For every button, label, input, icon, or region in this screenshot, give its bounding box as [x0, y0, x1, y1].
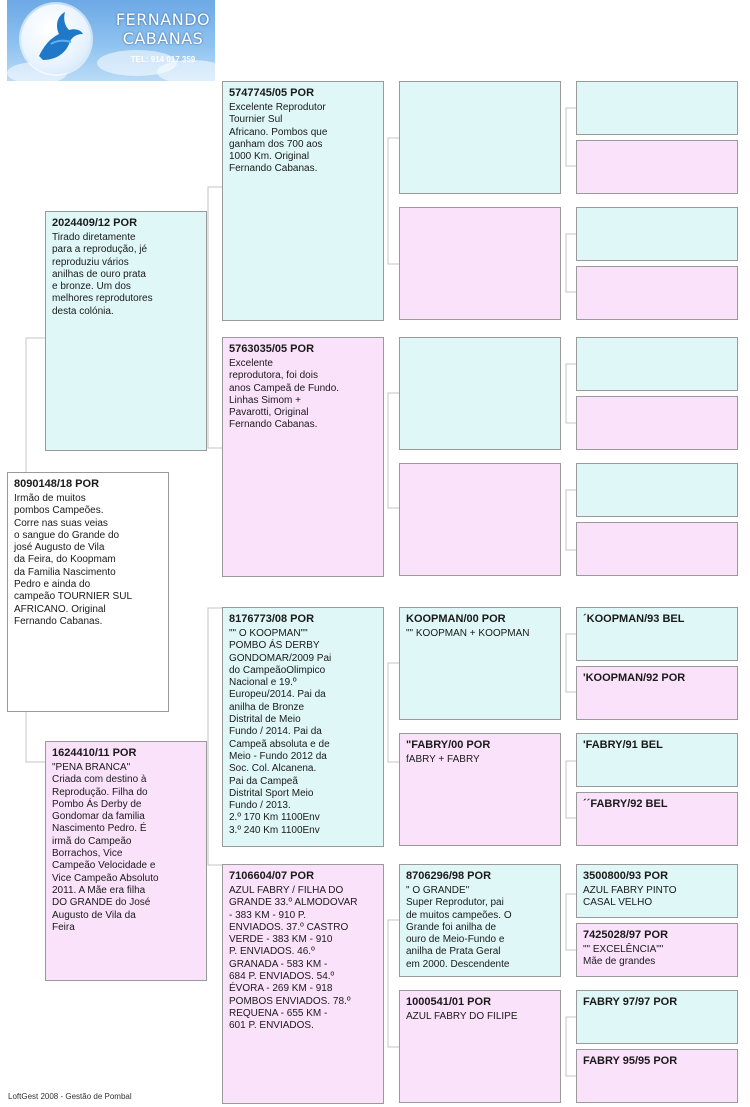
ring-number: 8706296/98 POR	[406, 870, 492, 882]
pedigree-dam-sire-card[interactable]	[222, 607, 384, 847]
pedigree-ggp-card[interactable]	[399, 990, 561, 1103]
ring-number: 2024409/12 POR	[52, 217, 138, 229]
ring-number: 7425028/97 POR	[583, 929, 669, 941]
footer-credit: LoftGest 2008 - Gestão de Pombal	[8, 1092, 132, 1101]
pedigree-gggp-card[interactable]	[576, 666, 738, 720]
pedigree-empty-card[interactable]	[576, 81, 738, 135]
pigeon-description: "PENA BRANCA" Criada com destino à Reprodução. Filha do Pombo Ás Derby de Gondomar da familia Nascimento Pedro. É irmã do Campeão Borrachos, Vice Campeão Velocidade e Vice Campeão Absoluto 2011. A Mãe era filha DO GRANDE do José Augusto de Vila da Feira	[52, 762, 159, 933]
pigeon-description: fABRY + FABRY	[406, 754, 480, 765]
ring-number: 8090148/18 POR	[14, 478, 100, 490]
pigeon-description: "" KOOPMAN + KOOPMAN	[406, 628, 530, 639]
pedigree-gggp-card[interactable]	[576, 864, 738, 918]
pedigree-gggp-card[interactable]	[576, 923, 738, 977]
pedigree-dam-card[interactable]	[45, 741, 207, 981]
ring-number: ´´FABRY/92 BEL	[583, 798, 668, 810]
ring-number: KOOPMAN/00 POR	[406, 613, 506, 625]
pedigree-gggp-card[interactable]	[576, 792, 738, 846]
ring-number: 7106604/07 POR	[229, 870, 315, 882]
pedigree-sire-dam-card[interactable]	[222, 337, 384, 577]
ring-number: FABRY 97/97 POR	[583, 996, 678, 1008]
pigeon-description: "" O KOOPMAN"" POMBO ÁS DERBY GONDOMAR/2009 Pai do CampeãoOlimpico Nacional e 19.º Europeu/2014. Pai da anilha de Bronze Distrital de Meio Fundo / 2014. Pai da Campeã absoluta e de Meio - Fundo 2012 da Soc. Col. Alcanena. Pai da Campeã Distrital Sport Meio Fundo / 2013. 2.º 170 Km 1100Env 3.º 240 Km 1100Env	[229, 628, 332, 836]
ring-number: 1624410/11 POR	[52, 747, 137, 759]
logo-name-line1: FERNANDO	[115, 10, 211, 29]
pedigree-empty-card[interactable]	[399, 207, 561, 320]
pedigree-subject-card[interactable]	[7, 472, 169, 712]
pigeon-description: Excelente reprodutora, foi dois anos Campeã de Fundo. Linhas Simom + Pavarotti, Original Fernando Cabanas.	[229, 358, 340, 431]
pedigree-ggp-card[interactable]	[399, 733, 561, 846]
pedigree-empty-card[interactable]	[576, 337, 738, 391]
pedigree-ggp-card[interactable]	[399, 607, 561, 720]
pedigree-dam-dam-card[interactable]	[222, 864, 384, 1104]
ring-number: 5747745/05 POR	[229, 87, 315, 99]
ring-number: 5763035/05 POR	[229, 343, 315, 355]
pedigree-empty-card[interactable]	[576, 266, 738, 320]
ring-number: 8176773/08 POR	[229, 613, 315, 625]
pedigree-empty-card[interactable]	[399, 463, 561, 576]
pigeon-description: AZUL FABRY PINTO CASAL VELHO	[583, 885, 677, 909]
pigeon-description: " O GRANDE" Super Reprodutor, pai de muitos campeões. O Grande foi anilha de ouro de Meio-Fundo e anilha de Prata Geral em 2000. Descendente	[406, 885, 512, 970]
logo-name-line2: CABANAS	[122, 29, 204, 48]
pedigree-empty-card[interactable]	[399, 81, 561, 194]
pedigree-empty-card[interactable]	[399, 337, 561, 450]
pigeon-description: AZUL FABRY / FILHA DO GRANDE 33.º ALMODOVAR - 383 KM - 910 P. ENVIADOS. 37.º CASTRO VERDE - 383 KM - 910 P. ENVIADOS. 46.º GRANADA - 583 KM - 684 P. ENVIADOS. 54.º ÉVORA - 269 KM - 918 POMBOS ENVIADOS. 78.º REQUENA - 655 KM - 601 P. ENVIADOS.	[229, 885, 358, 1032]
pigeon-description: Excelente Reprodutor Tournier Sul Africano. Pombos que ganham dos 700 aos 1000 Km. Original Fernando Cabanas.	[229, 102, 328, 175]
pedigree-empty-card[interactable]	[576, 207, 738, 261]
pedigree-empty-card[interactable]	[576, 522, 738, 576]
pedigree-gggp-card[interactable]	[576, 607, 738, 661]
pedigree-sire-card[interactable]	[45, 211, 207, 451]
pigeon-description: Irmão de muitos pombos Campeões. Corre nas suas veias o sangue do Grande do josé Augusto de Vila da Feira, do Koopmam da Familia Nascimento Pedro e ainda do campeão TOURNIER SUL AFRICANO. Original Fernando Cabanas.	[14, 493, 133, 627]
pedigree-gggp-card[interactable]	[576, 1049, 738, 1103]
pedigree-ggp-card[interactable]	[399, 864, 561, 977]
ring-number: "FABRY/00 POR	[406, 739, 491, 751]
ring-number: 3500800/93 POR	[583, 870, 669, 882]
pedigree-gggp-card[interactable]	[576, 990, 738, 1044]
pedigree-empty-card[interactable]	[576, 396, 738, 450]
pedigree-empty-card[interactable]	[576, 463, 738, 517]
ring-number: ´KOOPMAN/93 BEL	[583, 613, 685, 625]
ring-number: 'KOOPMAN/92 POR	[583, 672, 686, 684]
pigeon-description: AZUL FABRY DO FILIPE	[406, 1011, 518, 1022]
pigeon-description: Tirado diretamente para a reprodução, jé reproduziu vários anilhas de ouro prata e bronze. Um dos melhores reprodutores desta colónia.	[52, 232, 153, 317]
ring-number: FABRY 95/95 POR	[583, 1055, 678, 1067]
pigeon-description: "" EXCELÊNCIA"" Mãe de grandes	[583, 944, 664, 968]
ring-number: 'FABRY/91 BEL	[583, 739, 663, 751]
pedigree-empty-card[interactable]	[576, 140, 738, 194]
ring-number: 1000541/01 POR	[406, 996, 492, 1008]
pedigree-sire-sire-card[interactable]	[222, 81, 384, 321]
pedigree-gggp-card[interactable]	[576, 733, 738, 787]
logo-phone: TEL: 914 017 359	[130, 55, 196, 64]
